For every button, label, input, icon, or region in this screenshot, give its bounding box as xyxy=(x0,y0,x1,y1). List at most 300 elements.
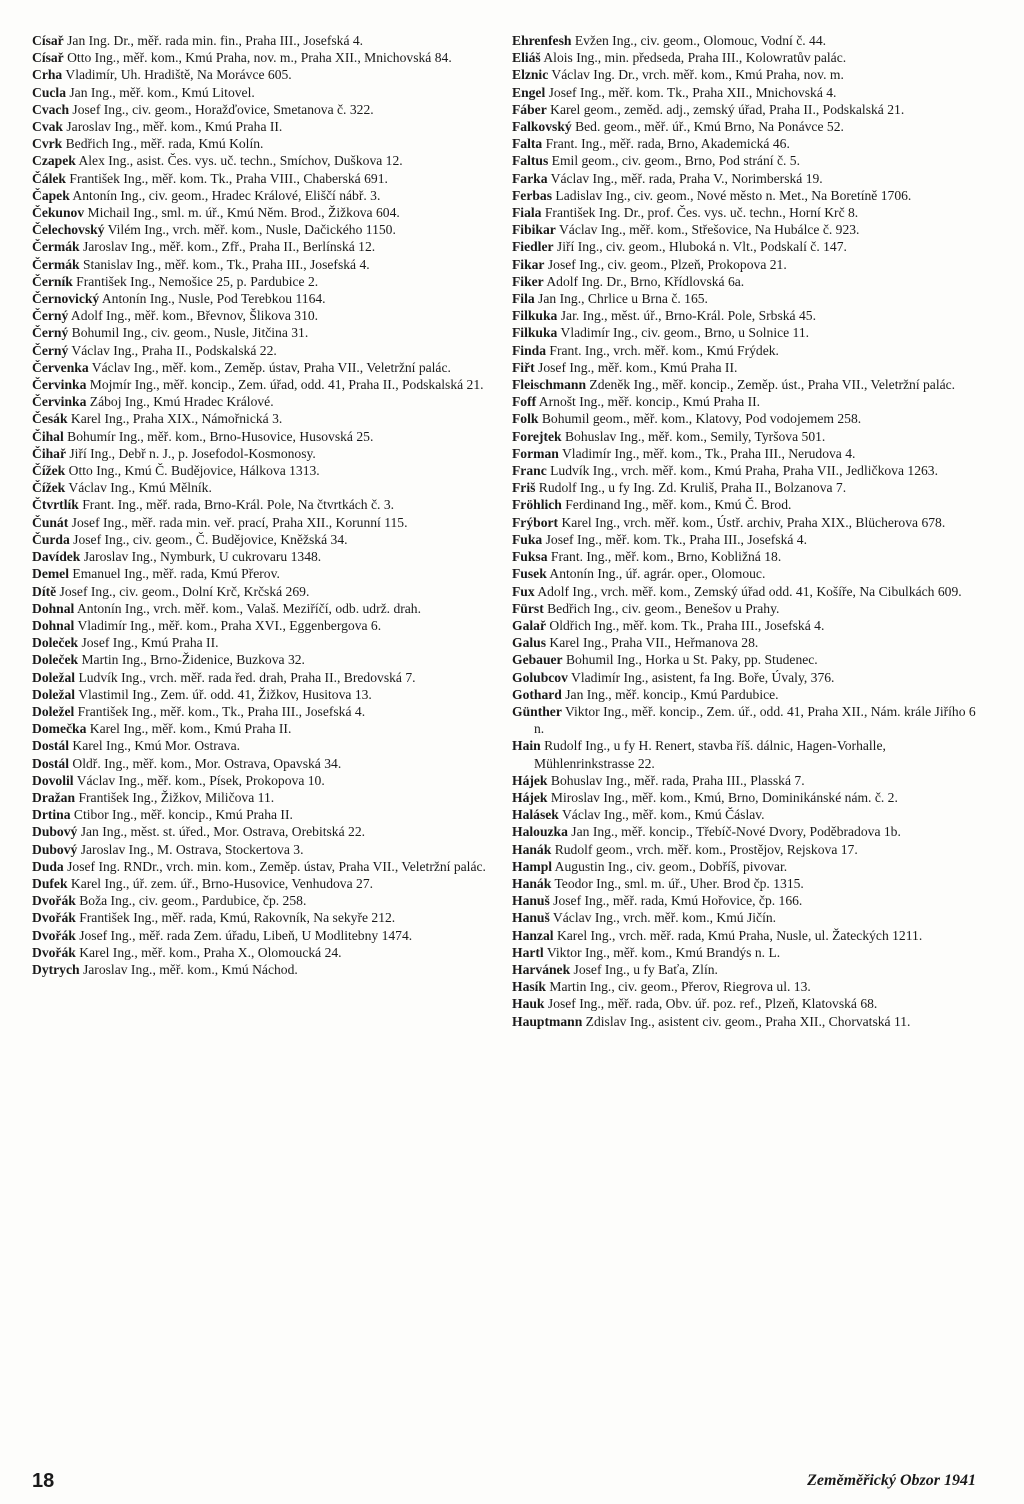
entry-details: Oldř. Ing., měř. kom., Mor. Ostrava, Opavská 34. xyxy=(69,755,342,771)
entry-details: František Ing., měř. rada, Kmú, Rakovník, Na sekyře 212. xyxy=(75,910,396,926)
entry-surname: Eliáš xyxy=(512,50,541,66)
directory-entry xyxy=(512,548,988,565)
directory-entry xyxy=(32,583,498,600)
directory-entry xyxy=(512,651,988,668)
directory-entry xyxy=(512,290,988,307)
entry-surname: Gothard xyxy=(512,686,562,702)
entry-details: Josef Ing., měř. rada, Kmú Hořovice, čp. 166. xyxy=(549,893,803,909)
directory-entry xyxy=(512,617,988,634)
entry-details: Miroslav Ing., měř. kom., Kmú, Brno, Dominikánské nám. č. 2. xyxy=(547,789,898,805)
entry-details: Emanuel Ing., měř. rada, Kmú Přerov. xyxy=(69,566,280,582)
directory-entry xyxy=(32,49,498,66)
entry-details: Václav Ing., měř. kom., Střešovice, Na Hubálce č. 923. xyxy=(555,222,860,238)
directory-entry xyxy=(512,703,988,737)
entry-details: Ludvík Ing., vrch. měř. rada řed. drah, Praha II., Bredovská 7. xyxy=(75,669,416,685)
directory-entry xyxy=(512,858,988,875)
entry-surname: Čurda xyxy=(32,531,70,547)
entry-surname: Duda xyxy=(32,858,64,874)
entry-surname: Golubcov xyxy=(512,669,568,685)
entry-surname: Fleischmann xyxy=(512,377,587,393)
entry-details: Václav Ing., Praha II., Podskalská 22. xyxy=(68,342,277,358)
entry-details: Josef Ing. RNDr., vrch. min. kom., Zeměp. ústav, Praha VII., Veletržní palác. xyxy=(63,858,486,874)
directory-entry xyxy=(32,376,498,393)
directory-entry xyxy=(512,772,988,789)
directory-entry xyxy=(512,875,988,892)
entry-details: Stanislav Ing., měř. kom., Tk., Praha III., Josefská 4. xyxy=(79,256,370,272)
entry-details: Jaroslav Ing., měř. kom., Zfř., Praha II., Berlínská 12. xyxy=(79,239,376,255)
directory-entry xyxy=(512,135,988,152)
entry-details: Vladimír Ing., asistent, fa Ing. Boře, Úvaly, 376. xyxy=(567,669,835,685)
entry-details: Josef Ing., měř. kom. Tk., Praha III., Josefská 4. xyxy=(542,531,808,547)
entry-details: Václav Ing., Kmú Mělník. xyxy=(65,480,212,496)
entry-surname: Forejtek xyxy=(512,428,562,444)
entry-surname: Černý xyxy=(32,308,69,324)
entry-details: František Ing. Dr., prof. Čes. vys. uč. techn., Horní Krč 8. xyxy=(541,205,859,221)
directory-entry xyxy=(512,1013,988,1030)
directory-entry xyxy=(512,84,988,101)
entry-details: Oldřich Ing., měř. kom. Tk., Praha III., Josefská 4. xyxy=(545,617,825,633)
entry-details: Jiří Ing., civ. geom., Hluboká n. Vlt., Podskalí č. 147. xyxy=(553,239,847,255)
entry-surname: Foff xyxy=(512,394,537,410)
directory-entry xyxy=(32,221,498,238)
right-column xyxy=(512,32,988,1030)
entry-details: Frant. Ing., měř. kom., Brno, Kobližná 18. xyxy=(547,549,782,565)
entry-details: Ludvík Ing., vrch. měř. kom., Kmú Praha, Praha VII., Jedličkova 1263. xyxy=(546,463,938,479)
entry-surname: Fiřt xyxy=(512,359,535,375)
entry-surname: Cucla xyxy=(32,84,66,100)
directory-entry xyxy=(32,686,498,703)
directory-entry xyxy=(32,651,498,668)
entry-surname: Drtina xyxy=(32,807,71,823)
entry-details: Bohumil Ing., Horka u St. Paky, pp. Studenec. xyxy=(562,652,818,668)
entry-surname: Ehrenfesh xyxy=(512,33,572,48)
entry-surname: Čížek xyxy=(32,463,66,479)
directory-entry xyxy=(32,496,498,513)
directory-entry xyxy=(512,909,988,926)
entry-details: František Ing., Žižkov, Miličova 11. xyxy=(75,789,275,805)
directory-entry xyxy=(512,669,988,686)
entry-surname: Galař xyxy=(512,617,546,633)
entry-details: Václav Ing., vrch. měř. kom., Kmú Jičín. xyxy=(549,910,777,926)
directory-entry xyxy=(32,944,498,961)
directory-entry xyxy=(32,617,498,634)
entry-details: Ctibor Ing., měř. koncip., Kmú Praha II. xyxy=(70,807,293,823)
entry-surname: Fürst xyxy=(512,600,544,616)
directory-entry xyxy=(512,686,988,703)
entry-details: Josef Ing., civ. geom., Dolní Krč, Krčská 269. xyxy=(56,583,310,599)
entry-details: Josef Ing., měř. rada min. veř. prací, Praha XII., Korunní 115. xyxy=(68,514,408,530)
directory-entry xyxy=(32,359,498,376)
entry-surname: Cvach xyxy=(32,101,70,117)
entry-details: Josef Ing., měř. kom., Kmú Praha II. xyxy=(534,359,738,375)
directory-entry xyxy=(32,737,498,754)
directory-entry xyxy=(32,875,498,892)
entry-surname: Císař xyxy=(32,33,64,48)
journal-title: Zeměměřický Obzor 1941 xyxy=(807,1472,976,1489)
directory-entry xyxy=(32,806,498,823)
entry-surname: Fáber xyxy=(512,101,547,117)
entry-surname: Červinka xyxy=(32,394,87,410)
directory-entry xyxy=(512,565,988,582)
entry-surname: Dubový xyxy=(32,841,78,857)
directory-entry xyxy=(512,410,988,427)
entry-surname: Fiker xyxy=(512,273,544,289)
directory-entry xyxy=(512,187,988,204)
entry-details: Záboj Ing., Kmú Hradec Králové. xyxy=(86,394,274,410)
entry-surname: Forman xyxy=(512,445,559,461)
entry-surname: Davídek xyxy=(32,549,81,565)
entry-surname: Dohnal xyxy=(32,600,75,616)
entry-surname: Engel xyxy=(512,84,546,100)
entry-surname: Hasík xyxy=(512,979,546,995)
entry-details: Jan Ing., měř. kom., Kmú Litovel. xyxy=(65,84,255,100)
entry-details: Bohumil geom., měř. kom., Klatovy, Pod vodojemem 258. xyxy=(538,411,862,427)
entry-details: Augustin Ing., civ. geom., Dobříš, pivovar. xyxy=(552,858,788,874)
directory-entry xyxy=(32,187,498,204)
directory-entry xyxy=(32,135,498,152)
entry-details: Rudolf Ing., u fy H. Renert, stavba říš. dálnic, Hagen-Vorhalle, Mühlenrinkstrasse 22. xyxy=(534,738,886,771)
entry-details: Jaroslav Ing., M. Ostrava, Stockertova 3. xyxy=(77,841,304,857)
entry-details: Vladimír Ing., civ. geom., Brno, u Solnice 11. xyxy=(557,325,810,341)
entry-surname: Hartl xyxy=(512,944,544,960)
entry-surname: Čížek xyxy=(32,480,66,496)
entry-details: Vladimír, Uh. Hradiště, Na Morávce 605. xyxy=(62,67,292,83)
directory-entry xyxy=(32,531,498,548)
entry-surname: Galus xyxy=(512,635,546,651)
entry-surname: Fiedler xyxy=(512,239,554,255)
entry-surname: Folk xyxy=(512,411,539,427)
directory-entry xyxy=(32,204,498,221)
directory-entry xyxy=(512,393,988,410)
entry-details: Jan Ing., Chrlice u Brna č. 165. xyxy=(534,291,708,307)
entry-surname: Elznic xyxy=(512,67,549,83)
directory-entry xyxy=(32,238,498,255)
directory-entry xyxy=(32,841,498,858)
entry-surname: Hanák xyxy=(512,841,552,857)
entry-surname: Hanzal xyxy=(512,927,554,943)
entry-details: Frant. Ing., vrch. měř. kom., Kmú Frýdek. xyxy=(546,342,779,358)
directory-entry xyxy=(512,273,988,290)
directory-entry xyxy=(512,342,988,359)
directory-entry xyxy=(512,514,988,531)
entry-surname: Čapek xyxy=(32,187,70,203)
directory-entry xyxy=(32,101,498,118)
entry-details: Karel Ing., měř. kom., Kmú Praha II. xyxy=(86,721,292,737)
entry-surname: Fikar xyxy=(512,256,545,272)
entry-details: Karel Ing., měř. kom., Praha X., Olomoucká 24. xyxy=(75,944,342,960)
entry-details: Josef Ing., měř. rada, Obv. úř. poz. ref., Plzeň, Klatovská 68. xyxy=(544,996,878,1012)
entry-surname: Hanák xyxy=(512,875,552,891)
directory-entry xyxy=(512,256,988,273)
directory-entry xyxy=(512,101,988,118)
directory-entry xyxy=(512,118,988,135)
entry-details: Václav Ing., měř. kom., Písek, Prokopova 10. xyxy=(73,772,325,788)
directory-entry xyxy=(512,496,988,513)
directory-entry xyxy=(512,462,988,479)
entry-surname: Císař xyxy=(32,50,64,66)
entry-details: Jan Ing., měř. koncip., Kmú Pardubice. xyxy=(561,686,779,702)
directory-entry xyxy=(512,170,988,187)
entry-surname: Faltus xyxy=(512,153,549,169)
entry-details: Karel Ing., vrch. měř. rada, Kmú Praha, Nusle, ul. Žateckých 1211. xyxy=(553,927,923,943)
entry-details: Mojmír Ing., měř. koncip., Zem. úřad, odd. 41, Praha II., Podskalská 21. xyxy=(86,377,484,393)
entry-details: Josef Ing., civ. geom., Horažďovice, Smetanova č. 322. xyxy=(69,101,374,117)
entry-surname: Černý xyxy=(32,325,69,341)
entry-details: Bedřich Ing., měř. rada, Kmú Kolín. xyxy=(62,136,264,152)
entry-surname: Friš xyxy=(512,480,536,496)
entry-details: Bohuslav Ing., měř. rada, Praha III., Plasská 7. xyxy=(547,772,805,788)
entry-surname: Halouzka xyxy=(512,824,568,840)
entry-surname: Černovický xyxy=(32,291,100,307)
directory-entry xyxy=(512,583,988,600)
entry-surname: Dražan xyxy=(32,789,76,805)
entry-details: Václav Ing. Dr., vrch. měř. kom., Kmú Praha, nov. m. xyxy=(548,67,844,83)
directory-entry xyxy=(512,204,988,221)
directory-entry xyxy=(32,273,498,290)
entry-details: Adolf Ing., vrch. měř. kom., Zemský úřad odd. 41, Košíře, Na Cibulkách 609. xyxy=(534,583,962,599)
entry-details: Vladimír Ing., měř. kom., Praha XVI., Eggenbergova 6. xyxy=(74,617,382,633)
entry-surname: Čihař xyxy=(32,445,66,461)
directory-entry xyxy=(32,961,498,978)
entry-details: Adolf Ing. Dr., Brno, Křídlovská 6a. xyxy=(543,273,745,289)
directory-entry xyxy=(512,66,988,83)
entry-surname: Dostál xyxy=(32,755,70,771)
entry-surname: Domečka xyxy=(32,721,87,737)
entry-surname: Filkuka xyxy=(512,308,558,324)
entry-surname: Cvrk xyxy=(32,136,63,152)
directory-entry xyxy=(512,737,988,771)
entry-surname: Doleček xyxy=(32,635,79,651)
directory-entry xyxy=(512,995,988,1012)
entry-surname: Dvořák xyxy=(32,944,76,960)
entry-surname: Čálek xyxy=(32,170,66,186)
entry-details: Viktor Ing., měř. kom., Kmú Brandýs n. L. xyxy=(543,944,781,960)
entry-details: Karel geom., zeměd. adj., zemský úřad, Praha II., Podskalská 21. xyxy=(546,101,905,117)
directory-entry xyxy=(32,823,498,840)
entry-details: Vlastimil Ing., Zem. úř. odd. 41, Žižkov, Husitova 13. xyxy=(75,686,372,702)
entry-details: Josef Ing., měř. kom. Tk., Praha XII., Mnichovská 4. xyxy=(545,84,837,100)
entry-surname: Finda xyxy=(512,342,546,358)
entry-surname: Hampl xyxy=(512,858,553,874)
entry-details: Rudolf Ing., u fy Ing. Zd. Kruliš, Praha II., Bolzanova 7. xyxy=(535,480,847,496)
entry-details: Antonín Ing., úř. agrár. oper., Olomouc. xyxy=(546,566,766,582)
directory-entry xyxy=(32,479,498,496)
entry-details: Vladimír Ing., měř. kom., Tk., Praha III., Nerudova 4. xyxy=(558,445,856,461)
directory-entry xyxy=(512,927,988,944)
directory-entry xyxy=(32,118,498,135)
directory-entry xyxy=(32,600,498,617)
directory-entry xyxy=(512,49,988,66)
directory-entry xyxy=(32,170,498,187)
directory-entry xyxy=(32,152,498,169)
entry-details: Jaroslav Ing., Nymburk, U cukrovaru 1348. xyxy=(80,549,322,565)
entry-surname: Fusek xyxy=(512,566,547,582)
entry-surname: Dubový xyxy=(32,824,78,840)
entry-details: Alois Ing., min. předseda, Praha III., Kolowratův palác. xyxy=(540,50,847,66)
entry-details: Josef Ing., u fy Baťa, Zlín. xyxy=(570,961,718,977)
directory-entry xyxy=(32,462,498,479)
entry-details: Antonín Ing., Nusle, Pod Terebkou 1164. xyxy=(99,291,326,307)
directory-entry xyxy=(512,944,988,961)
entry-details: Alex Ing., asist. Čes. vys. uč. techn., Smíchov, Duškova 12. xyxy=(75,153,403,169)
entry-surname: Hauptmann xyxy=(512,1013,583,1029)
entry-surname: Hanuš xyxy=(512,893,550,909)
entry-surname: Dufek xyxy=(32,875,68,891)
entry-details: Jan Ing., měst. st. úřed., Mor. Ostrava, Orebitská 22. xyxy=(77,824,366,840)
directory-entry xyxy=(512,324,988,341)
directory-entry xyxy=(512,789,988,806)
entry-details: Bed. geom., měř. úř., Kmú Brno, Na Ponávce 52. xyxy=(571,119,844,135)
entry-surname: Čelechovský xyxy=(32,222,105,238)
entry-details: Bohumír Ing., měř. kom., Brno-Husovice, Husovská 25. xyxy=(63,428,374,444)
directory-entry xyxy=(512,428,988,445)
directory-entry xyxy=(512,221,988,238)
directory-entry xyxy=(32,892,498,909)
entry-details: Karel Ing., úř. zem. úř., Brno-Husovice, Venhudova 27. xyxy=(67,875,374,891)
entry-details: Frant. Ing., měř. rada, Brno, Akademická 46. xyxy=(542,136,790,152)
entry-surname: Dytrych xyxy=(32,961,80,977)
entry-details: Karel Ing., Praha XIX., Námořnická 3. xyxy=(67,411,283,427)
directory-entry xyxy=(32,342,498,359)
directory-entry xyxy=(32,634,498,651)
entry-details: Josef Ing., měř. rada Zem. úřadu, Libeň, U Modlitebny 1474. xyxy=(75,927,413,943)
entry-details: Bohuslav Ing., měř. kom., Semily, Tyršova 501. xyxy=(561,428,826,444)
entry-details: Evžen Ing., civ. geom., Olomouc, Vodní č. 44. xyxy=(571,33,827,48)
entry-surname: Černík xyxy=(32,273,73,289)
entry-surname: Čtvrtlík xyxy=(32,497,79,513)
entry-details: Jaroslav Ing., měř. kom., Kmú Náchod. xyxy=(79,961,298,977)
entry-surname: Dítě xyxy=(32,583,57,599)
entry-surname: Česák xyxy=(32,411,68,427)
entry-details: Viktor Ing., měř. koncip., Zem. úř., odd. 41, Praha XII., Nám. krále Jiřího 6 n. xyxy=(534,703,976,737)
directory-entry xyxy=(512,978,988,995)
entry-details: Zdeněk Ing., měř. koncip., Zeměp. úst., Praha VII., Veletržní palác. xyxy=(586,377,956,393)
directory-entry xyxy=(512,479,988,496)
directory-entry xyxy=(32,772,498,789)
directory-entry xyxy=(32,66,498,83)
directory-entry xyxy=(32,548,498,565)
directory-entry xyxy=(32,445,498,462)
entry-details: Emil geom., civ. geom., Brno, Pod strání č. 5. xyxy=(548,153,800,169)
entry-details: Antonín Ing., civ. geom., Hradec Králové, Eliščí nábř. 3. xyxy=(69,187,381,203)
entry-surname: Červinka xyxy=(32,377,87,393)
directory-entry xyxy=(32,410,498,427)
entry-details: Josef Ing., Kmú Praha II. xyxy=(78,635,219,651)
entry-surname: Hájek xyxy=(512,789,548,805)
directory-entry xyxy=(512,359,988,376)
page-number: 18 xyxy=(32,1470,55,1492)
entry-surname: Halásek xyxy=(512,807,559,823)
directory-entry xyxy=(32,393,498,410)
entry-surname: Czapek xyxy=(32,153,76,169)
entry-details: Václav Ing., měř. kom., Zeměp. ústav, Praha VII., Veletržní palác. xyxy=(88,359,451,375)
directory-entry xyxy=(32,789,498,806)
entry-details: Bohumil Ing., civ. geom., Nusle, Jitčina 31. xyxy=(68,325,309,341)
entry-surname: Fiala xyxy=(512,205,542,221)
entry-surname: Gebauer xyxy=(512,652,563,668)
left-column xyxy=(32,32,498,978)
directory-entry xyxy=(512,634,988,651)
entry-details: Boža Ing., civ. geom., Pardubice, čp. 258. xyxy=(75,893,307,909)
directory-entry xyxy=(512,806,988,823)
entry-surname: Doležal xyxy=(32,686,76,702)
entry-surname: Dostál xyxy=(32,738,70,754)
directory-entry xyxy=(32,720,498,737)
entry-surname: Filkuka xyxy=(512,325,558,341)
entry-surname: Cvak xyxy=(32,119,63,135)
entry-surname: Hain xyxy=(512,738,541,754)
entry-surname: Dvořák xyxy=(32,910,76,926)
entry-surname: Černý xyxy=(32,342,69,358)
directory-entry xyxy=(32,909,498,926)
entry-surname: Doležel xyxy=(32,703,75,719)
entry-details: Rudolf geom., vrch. měř. kom., Prostějov, Rejskova 17. xyxy=(551,841,858,857)
entry-details: Antonín Ing., vrch. měř. kom., Valaš. Meziříčí, odb. udrž. drah. xyxy=(74,600,422,616)
entry-details: František Ing., Nemošice 25, p. Pardubice 2. xyxy=(72,273,319,289)
entry-details: Karel Ing., Kmú Mor. Ostrava. xyxy=(69,738,241,754)
entry-details: Otto Ing., měř. kom., Kmú Praha, nov. m., Praha XII., Mnichovská 84. xyxy=(63,50,452,66)
entry-surname: Doleček xyxy=(32,652,79,668)
entry-surname: Čunát xyxy=(32,514,69,530)
directory-entry xyxy=(32,755,498,772)
entry-surname: Fila xyxy=(512,291,535,307)
directory-entry xyxy=(32,927,498,944)
entry-details: František Ing., měř. kom., Tk., Praha III., Josefská 4. xyxy=(74,703,366,719)
entry-details: Ladislav Ing., civ. geom., Nové město n. Met., Na Boretíně 1706. xyxy=(552,187,912,203)
entry-surname: Franc xyxy=(512,463,547,479)
entry-details: Michail Ing., sml. m. úř., Kmú Něm. Brod., Žižkova 604. xyxy=(84,205,400,221)
entry-details: Karel Ing., vrch. měř. kom., Ústř. archiv, Praha XIX., Blücherova 678. xyxy=(558,514,946,530)
entry-surname: Dohnal xyxy=(32,617,75,633)
directory-entry xyxy=(32,307,498,324)
directory-entry xyxy=(512,961,988,978)
entry-details: Otto Ing., Kmú Č. Budějovice, Hálkova 1313. xyxy=(65,463,320,479)
entry-details: Teodor Ing., sml. m. úř., Uher. Brod čp. 1315. xyxy=(551,875,804,891)
directory-entry xyxy=(512,32,988,49)
entry-surname: Dovolil xyxy=(32,772,74,788)
entry-surname: Čekunov xyxy=(32,205,85,221)
entry-details: Václav Ing., měř. rada, Praha V., Norimberská 19. xyxy=(547,170,823,186)
entry-surname: Hauk xyxy=(512,996,545,1012)
entry-details: Ferdinand Ing., měř. kom., Kmú Č. Brod. xyxy=(561,497,792,513)
entry-surname: Harvánek xyxy=(512,961,571,977)
directory-entry xyxy=(512,600,988,617)
entry-surname: Dvořák xyxy=(32,893,76,909)
directory-entry xyxy=(512,892,988,909)
entry-surname: Ferbas xyxy=(512,187,553,203)
directory-entry xyxy=(32,428,498,445)
entry-surname: Fröhlich xyxy=(512,497,562,513)
entry-details: Jan Ing. Dr., měř. rada min. fin., Praha III., Josefská 4. xyxy=(63,33,364,48)
entry-details: František Ing., měř. kom. Tk., Praha VIII., Chaberská 691. xyxy=(65,170,388,186)
directory-entry xyxy=(32,669,498,686)
entry-details: Karel Ing., Praha VII., Heřmanova 28. xyxy=(546,635,759,651)
entry-surname: Falkovský xyxy=(512,119,572,135)
entry-surname: Čermák xyxy=(32,239,80,255)
directory-entry xyxy=(512,238,988,255)
entry-surname: Fibikar xyxy=(512,222,556,238)
entry-surname: Crha xyxy=(32,67,63,83)
entry-details: Vilém Ing., vrch. měř. kom., Nusle, Dačického 1150. xyxy=(104,222,396,238)
directory-entry xyxy=(32,84,498,101)
directory-entry xyxy=(512,307,988,324)
entry-details: Josef Ing., civ. geom., Č. Budějovice, Kněžská 34. xyxy=(69,531,348,547)
entry-details: Václav Ing., měř. kom., Kmú Čáslav. xyxy=(558,807,765,823)
entry-surname: Doležal xyxy=(32,669,76,685)
entry-surname: Frýbort xyxy=(512,514,559,530)
entry-surname: Čihal xyxy=(32,428,64,444)
entry-details: Arnošt Ing., měř. koncip., Kmú Praha II. xyxy=(536,394,761,410)
